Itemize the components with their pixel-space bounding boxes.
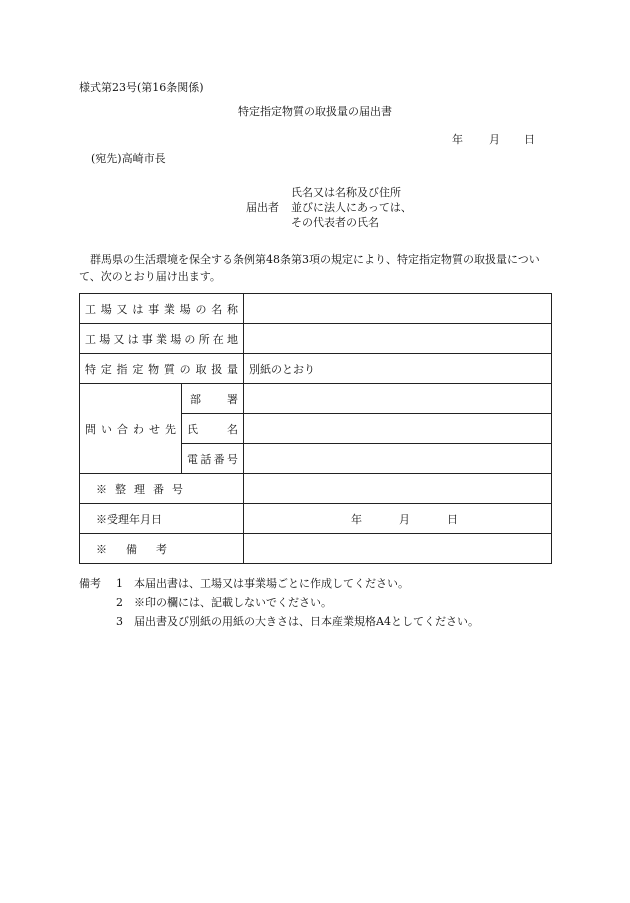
submitter-line: その代表者の氏名 — [291, 216, 379, 229]
received-year-label: 年 — [351, 512, 362, 526]
remarks-label — [80, 534, 244, 564]
received-date-field — [244, 504, 552, 534]
note-text: ※印の欄には、記載しないでください。 — [134, 596, 332, 609]
note-number: 3 — [116, 615, 123, 628]
department-field[interactable] — [244, 384, 552, 414]
note-number: 2 — [116, 596, 123, 609]
contact-name-field[interactable] — [244, 414, 552, 444]
received-date-label: ※受理年月日 — [80, 504, 244, 534]
note-number: 1 — [116, 577, 123, 590]
table-row — [80, 534, 552, 564]
submitter-label: 届出者 — [246, 201, 279, 214]
department-label: 部署 — [182, 384, 244, 414]
ref-number-label — [80, 474, 244, 504]
addressee: (宛先)高崎市長 — [91, 152, 166, 165]
remarks-field — [244, 534, 552, 564]
contact-label: 問い合わせ先 — [80, 384, 182, 474]
form-number: 様式第23号(第16条関係) — [79, 81, 204, 94]
date-year-label: 年 — [452, 133, 463, 146]
notes-label: 備考 — [79, 577, 101, 590]
table-row — [80, 354, 552, 384]
submitter-block — [291, 186, 412, 231]
submitter-line: 氏名又は名称及び住所 — [291, 186, 401, 199]
handling-amount-label: 特定指定物質の取扱量 — [80, 354, 244, 384]
table-row — [80, 474, 552, 504]
body-text: 群馬県の生活環境を保全する条例第48条第3項の規定により、特定指定物質の取扱量について、次のとおり届け出ます。 — [79, 253, 540, 283]
contact-name-label: 氏名 — [182, 414, 244, 444]
factory-name-field[interactable] — [244, 294, 552, 324]
date-month-label: 月 — [489, 133, 500, 146]
submission-date — [452, 133, 535, 147]
factory-address-label: 工場又は事業場の所在地 — [80, 324, 244, 354]
ref-number-field — [244, 474, 552, 504]
note-text: 届出書及び別紙の用紙の大きさは、日本産業規格A4としてください。 — [134, 615, 479, 628]
notification-form-table — [79, 293, 552, 564]
ref-number-label-text: ※整理番号 — [96, 482, 183, 496]
table-row — [80, 324, 552, 354]
phone-field[interactable] — [244, 444, 552, 474]
phone-label: 電話番号 — [182, 444, 244, 474]
note-text: 本届出書は、工場又は事業場ごとに作成してください。 — [134, 577, 409, 590]
table-row — [80, 504, 552, 534]
submitter-line: 並びに法人にあっては、 — [291, 201, 412, 214]
note-item — [79, 577, 479, 596]
received-month-label: 月 — [399, 512, 410, 526]
handling-amount-field[interactable]: 別紙のとおり — [244, 354, 552, 384]
remarks-label-text: ※備考 — [96, 542, 167, 556]
factory-address-field[interactable] — [244, 324, 552, 354]
table-row — [80, 384, 552, 414]
received-day-label: 日 — [447, 512, 458, 526]
note-item — [79, 615, 479, 634]
notes-section — [79, 577, 479, 634]
document-title: 特定指定物質の取扱量の届出書 — [238, 105, 392, 118]
table-row — [80, 294, 552, 324]
note-item — [79, 596, 479, 615]
factory-name-label: 工場又は事業場の名称 — [80, 294, 244, 324]
date-day-label: 日 — [524, 133, 535, 146]
